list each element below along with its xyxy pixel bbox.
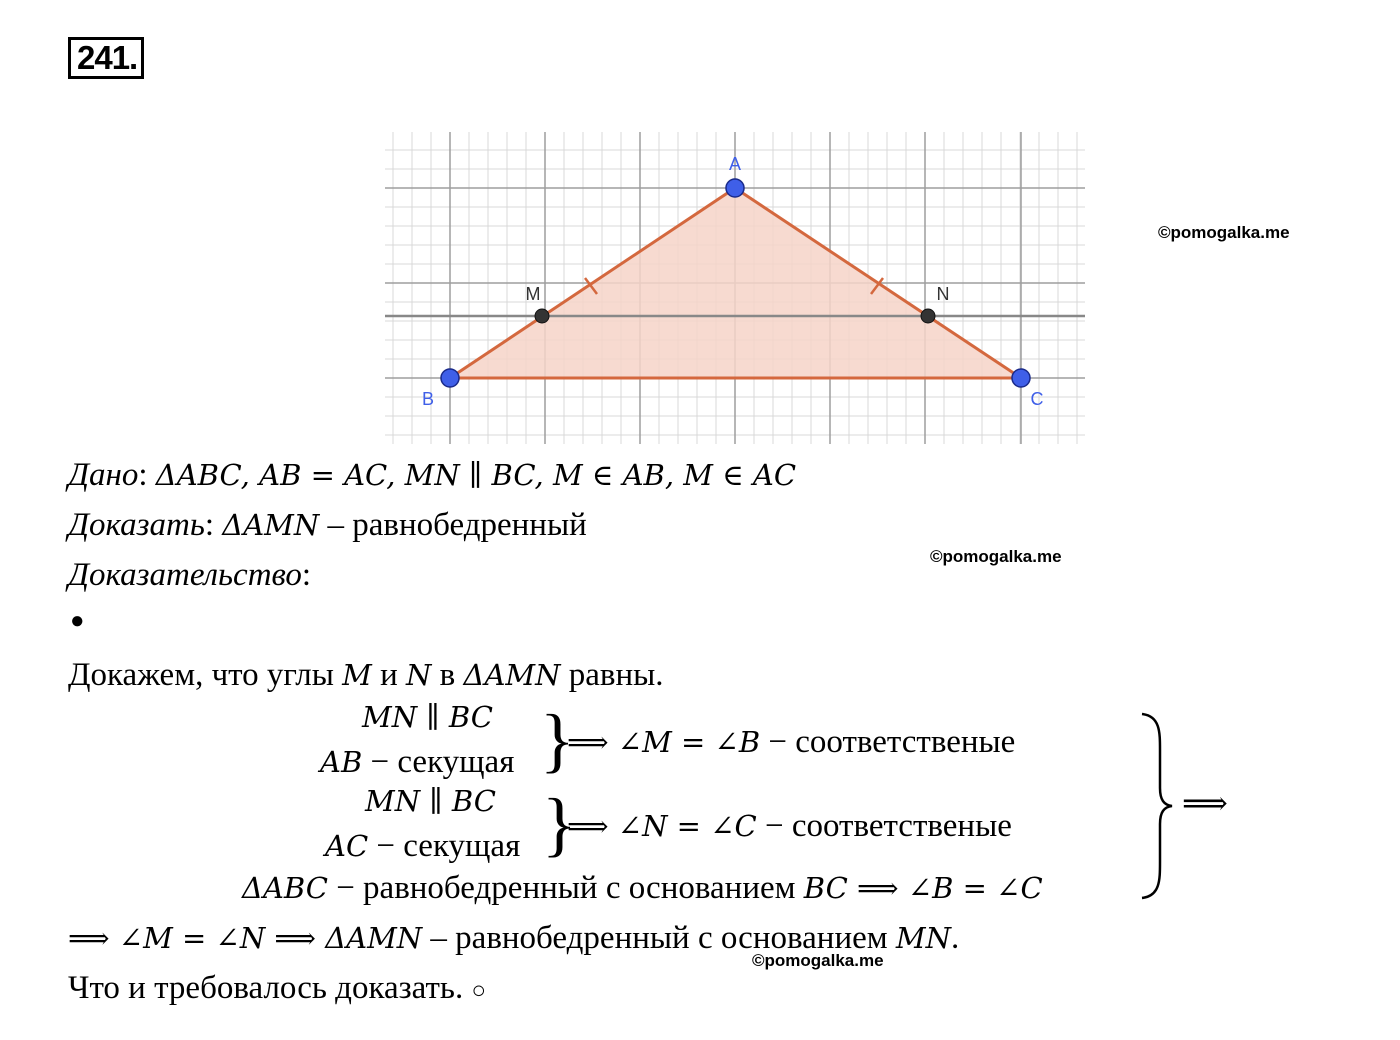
brace-right-small: } xyxy=(542,784,577,864)
brace-right-small: } xyxy=(540,700,575,780)
bullet: ● xyxy=(70,608,85,634)
prove-label: Доказать xyxy=(68,507,205,543)
prove-line: Доказать: ΔAMN – равнобедренный xyxy=(68,507,587,543)
label-a: A xyxy=(728,154,742,174)
step-intro: Докажем, что углы M и N в ΔAMN равны. xyxy=(68,657,664,693)
brace-right-large xyxy=(1138,710,1178,902)
triangle-figure xyxy=(385,132,1085,444)
vertex-c xyxy=(1012,369,1030,387)
block1-line2: AB − секущая xyxy=(320,744,515,780)
given-line: Дано: ΔABC, AB = AC, MN ∥ BC, M ∈ AB, M ∈ AC xyxy=(68,457,797,493)
given-math: ΔABC, AB = AC, MN ∥ BC, M ∈ AB, M ∈ AC xyxy=(155,458,797,492)
qed-line xyxy=(68,968,486,1011)
label-c: C xyxy=(1030,389,1044,409)
label-m: M xyxy=(525,284,541,304)
point-n xyxy=(921,309,935,323)
vertex-a xyxy=(726,179,744,197)
conclusion-line: ⟹ ∠M = ∠N ⟹ ΔAMN – равнобедренный с основанием MN. xyxy=(68,920,960,956)
proof-heading: Доказательство: xyxy=(68,557,312,593)
proof-label: Доказательство xyxy=(68,557,302,593)
prove-text: – равнобедренный xyxy=(319,507,587,543)
label-b: B xyxy=(421,389,435,409)
watermark: ©pomogalka.me xyxy=(930,547,1062,566)
implies-arrow: ⟹ xyxy=(1182,784,1228,822)
vertex-b xyxy=(441,369,459,387)
prove-math: ΔAMN xyxy=(222,508,320,542)
block1-line1: MN ∥ BC xyxy=(362,700,493,734)
point-m xyxy=(535,309,549,323)
given-label: Дано xyxy=(68,457,139,493)
block2-line2: AC − секущая xyxy=(325,828,521,864)
block2-result: ⟹ ∠N = ∠C − соответственые xyxy=(567,808,1012,844)
label-n: N xyxy=(936,284,950,304)
watermark: ©pomogalka.me xyxy=(752,951,884,970)
watermark: ©pomogalka.me xyxy=(1158,223,1290,242)
qed-text: Что и требовалось доказать. xyxy=(68,970,464,1006)
qed-symbol: ○ xyxy=(471,978,486,1004)
block1-result: ⟹ ∠M = ∠B − соответственые xyxy=(567,724,1016,760)
problem-number: 241. xyxy=(68,37,144,79)
block2-line1: MN ∥ BC xyxy=(365,784,496,818)
block3-line: ΔABC − равнобедренный с основанием BC ⟹ ∠B = ∠C xyxy=(242,870,1043,906)
